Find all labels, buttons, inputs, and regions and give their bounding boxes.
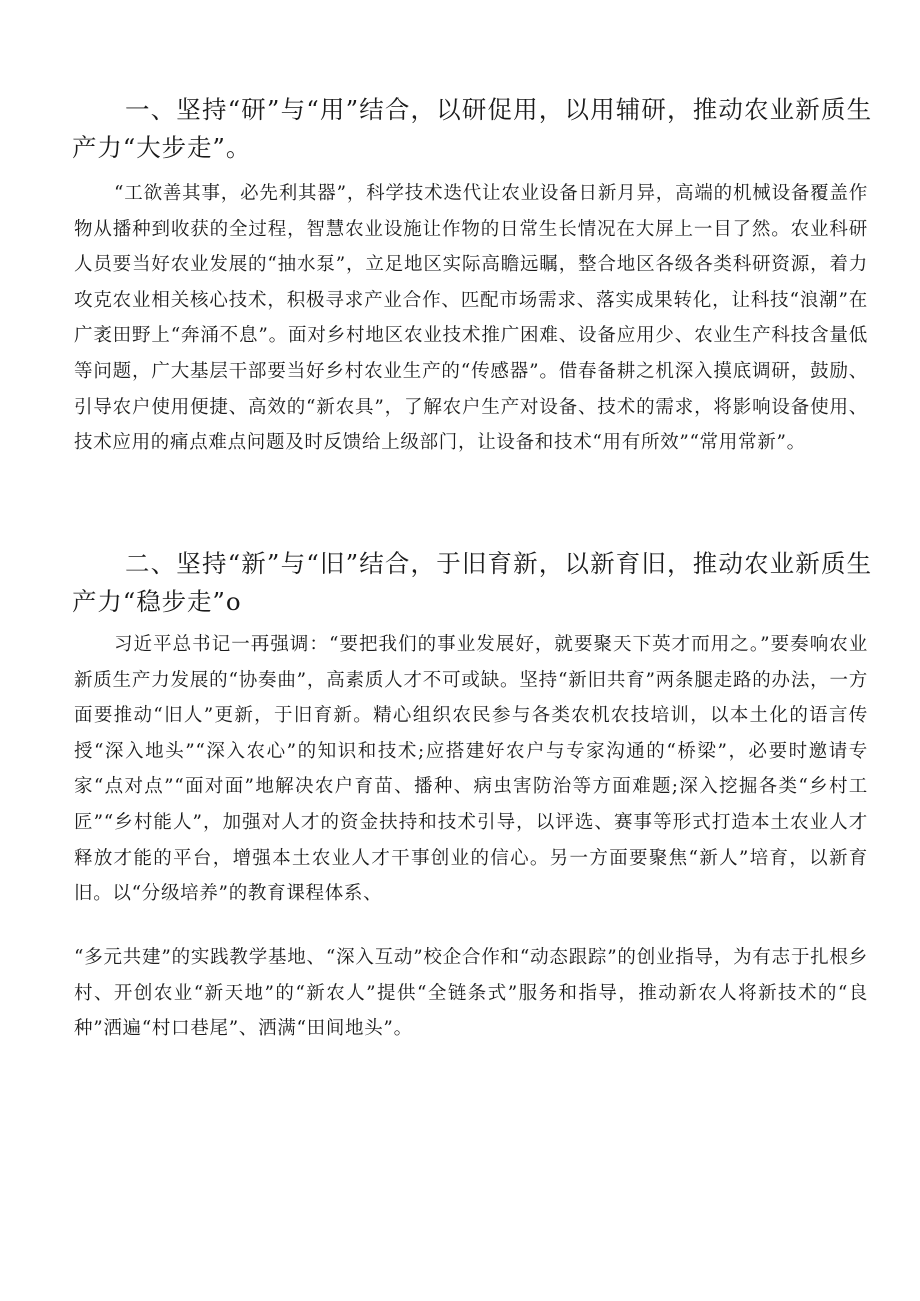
section-heading-1: 一、坚持“研”与“用”结合，以研促用，以用辅研，推动农业新质生产力“大步走”。	[72, 95, 872, 162]
section-1-paragraph: “工欲善其事，必先利其器”，科学技术迭代让农业设备日新月异，高端的机械设备覆盖作物从播种到收获的全过程，智慧农业设施让作物的日常生长情况在大屏上一目了然。农业科研人员要当好农业发展的“抽水泵”，立足地区实际高瞻远瞩，整合地区各级各类科研资源，着力攻克农业相关核心技术，积极寻求产业合作、匹配市场需求、落实成果转化，让科技“浪潮”在广袤田野上“奔涌不息”。面对乡村地区农业技术推广困难、设备应用少、农业生产科技含量低等问题，广大基层干部要当好乡村农业生产的“传感器”。借春备耕之机深入摸底调研，鼓励、引导农户使用便捷、高效的“新农具”，了解农户生产对设备、技术的需求，将影响设备使用、技术应用的痛点难点问题及时反馈给上级部门，让设备和技术“用有所效”“常用常新”。	[74, 183, 868, 454]
section-2-paragraph-continued: “多元共建”的实践教学基地、“深入互动”校企合作和“动态跟踪”的创业指导，为有志于扎根乡村、开创农业“新天地”的“新农人”提供“全链条式”服务和指导，推动新农人将新技术的“良种”洒遍“村口巷尾”、洒满“田间地头”。	[74, 947, 868, 1040]
section-2-paragraph: 习近平总书记一再强调：“要把我们的事业发展好，就要聚天下英才而用之。”要奏响农业新质生产力发展的“协奏曲”，高素质人才不可或缺。坚持“新旧共育”两条腿走路的办法，一方面要推动“旧人”更新，于旧育新。精心组织农民参与各类农机农技培训，以本土化的语言传授“深入地头”“深入农心”的知识和技术;应搭建好农户与专家沟通的“桥梁”，必要时邀请专家“点对点”“面对面”地解决农户育苗、播种、病虫害防治等方面难题;深入挖掘各类“乡村工匠”“乡村能人”，加强对人才的资金扶持和技术引导，以评选、赛事等形式打造本土农业人才释放才能的平台，增强本土农业人才干事创业的信心。另一方面要聚焦“新人”培育，以新育旧。以“分级培养”的教育课程体系、	[74, 634, 868, 905]
section-heading-2: 二、坚持“新”与“旧”结合，于旧育新，以新育旧，推动农业新质生产力“稳步走”o	[72, 549, 872, 616]
